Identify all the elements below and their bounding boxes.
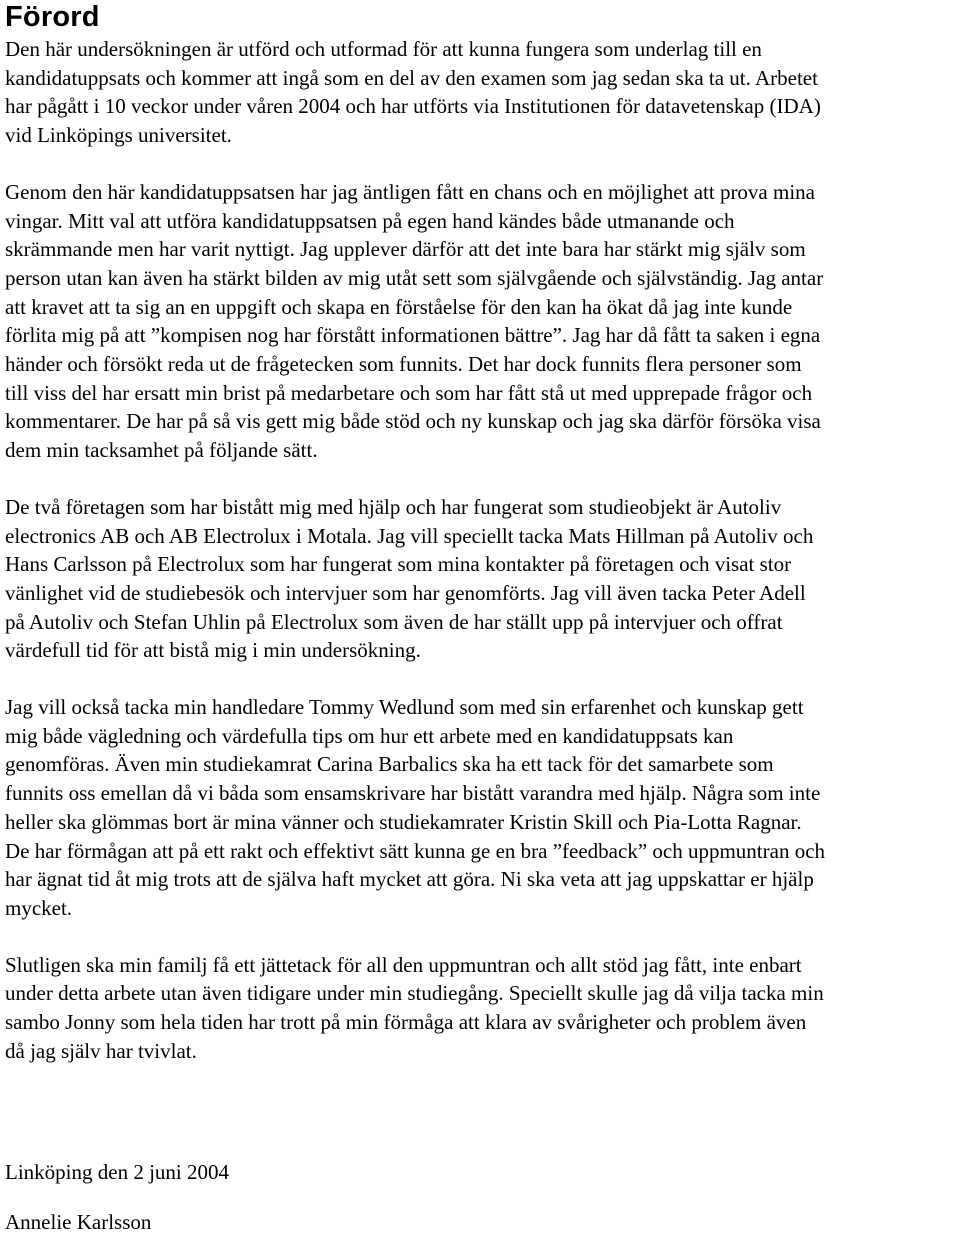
- text-line: heller ska glömmas bort är mina vänner och studiekamrater Kristin Skill och Pia-Lotta Ragnar.: [5, 809, 802, 834]
- text-line: genomföras. Även min studiekamrat Carina Barbalics ska ha ett tack för det samarbete som: [5, 752, 774, 777]
- text-line: sambo Jonny som hela tiden har trott på min förmåga att klara av svårigheter och problem även: [5, 1010, 807, 1035]
- text-line: De har förmågan att på ett rakt och effektivt sätt kunna ge en bra ”feedback” och uppmuntran och: [5, 838, 826, 863]
- text-line: på Autoliv och Stefan Uhlin på Electrolux som även de har ställt upp på intervjuer och offrat: [5, 609, 783, 634]
- text-line: Slutligen ska min familj få ett jättetack för all den uppmuntran och allt stöd jag fått, inte enbart: [5, 952, 802, 977]
- text-line: skrämmande men har varit nyttigt. Jag upplever därför att det inte bara har stärkt mig själv som: [5, 237, 806, 262]
- text-line: kommentarer. De har på så vis gett mig både stöd och ny kunskap och jag ska därför försöka visa: [5, 409, 821, 434]
- text-line: händer och försökt reda ut de frågetecken som funnits. Det har dock funnits flera personer som: [5, 352, 802, 377]
- text-line: De två företagen som har bistått mig med hjälp och har fungerat som studieobjekt är Autoliv: [5, 494, 782, 519]
- text-line: vingar. Mitt val att utföra kandidatuppsatsen på egen hand kändes både utmanande och: [5, 208, 735, 233]
- text-line: Den här undersökningen är utförd och utformad för att kunna fungera som underlag till en: [5, 37, 762, 61]
- text-line: förlita mig på att ”kompisen nog har förstått informationen bättre”. Jag har då fått ta saken i egna: [5, 323, 821, 348]
- text-line: Annelie Karlsson: [5, 1210, 152, 1235]
- paragraph-supervisor: [5, 693, 955, 923]
- text-line: kandidatuppsats och kommer att ingå som en del av den examen som jag sedan ska ta ut. Arbetet: [5, 65, 818, 90]
- text-line: electronics AB och AB Electrolux i Motala. Jag vill speciellt tacka Mats Hillman på Autoliv och: [5, 523, 814, 548]
- text-line: mycket.: [5, 895, 73, 920]
- text-line: dem min tacksamhet på följande sätt.: [5, 438, 318, 463]
- closing-place-date: [5, 1158, 955, 1187]
- text-line: har pågått i 10 veckor under våren 2004 och har utförts via Institutionen för datavetenskap (IDA): [5, 94, 821, 119]
- text-line: Jag vill också tacka min handledare Tommy Wedlund som med sin erfarenhet och kunskap gett: [5, 695, 804, 720]
- paragraph-companies: [5, 493, 955, 665]
- text-line: Linköping den 2 juni 2004: [5, 1159, 229, 1184]
- text-line: person utan kan även ha stärkt bilden av mig utåt sett som självgående och självständig. Jag antar: [5, 265, 824, 290]
- text-line: vid Linköpings universitet.: [5, 123, 232, 148]
- document-page: [5, 0, 955, 1237]
- paragraph-personal: [5, 178, 955, 465]
- paragraph-family: [5, 951, 955, 1066]
- text-line: värdefull tid för att bistå mig i min undersökning.: [5, 638, 421, 663]
- page-title: Förord: [5, 1, 100, 33]
- closing-author: [5, 1208, 955, 1237]
- text-line: Hans Carlsson på Electrolux som har fungerat som mina kontakter på företagen och visat stor: [5, 552, 792, 577]
- text-line: mig både vägledning och värdefulla tips om hur ett arbete med en kandidatuppsats kan: [5, 723, 734, 748]
- text-line: har ägnat tid åt mig trots att de själva haft mycket att göra. Ni ska veta att jag uppskattar er hjälp: [5, 867, 814, 892]
- text-line: då jag själv har tvivlat.: [5, 1038, 197, 1063]
- text-line: funnits oss emellan då vi båda som ensamskrivare har bistått varandra med hjälp. Några som inte: [5, 781, 821, 806]
- text-line: till viss del har ersatt min brist på medarbetare och som har fått stå ut med upprepade frågor och: [5, 380, 813, 405]
- text-line: vänlighet vid de studiebesök och intervjuer som har genomförts. Jag vill även tacka Peter Adell: [5, 580, 806, 605]
- text-line: under detta arbete utan även tidigare under min studiegång. Speciellt skulle jag då vilja tacka min: [5, 981, 824, 1006]
- paragraph-intro: [5, 35, 955, 150]
- text-line: att kravet att ta sig an en uppgift och skapa en förståelse för den kan ha ökat då jag inte kunde: [5, 294, 793, 319]
- text-line: Genom den här kandidatuppsatsen har jag äntligen fått en chans och en möjlighet att prova mina: [5, 179, 815, 204]
